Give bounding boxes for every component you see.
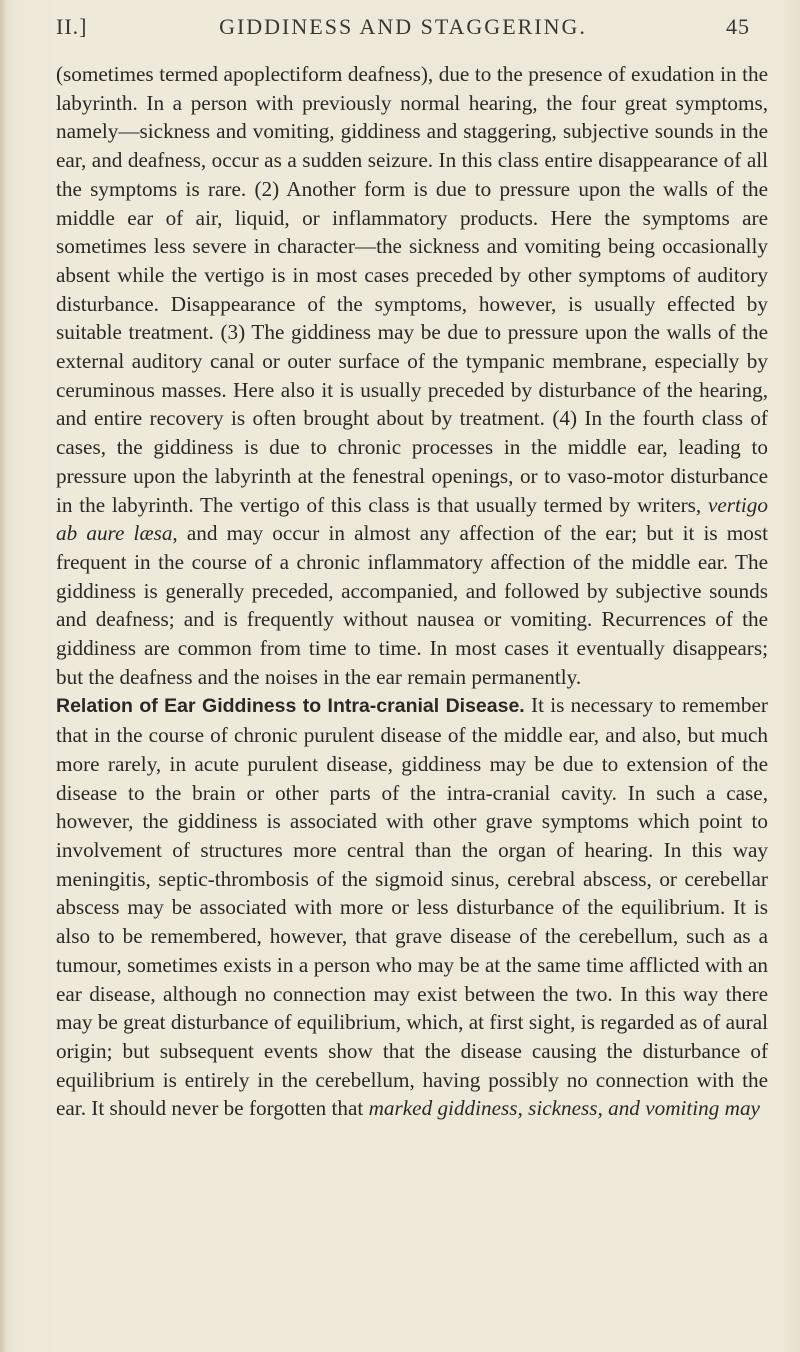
paragraph-1-text-b: , and may occur in almost any affection of the ear; but it is most frequent in the course of a chronic inflammatory affection of the middle ear. The giddiness is generally preceded, accompanied, and followed by subjective sounds and deafness; and is frequently without nausea or vomiting. Recurrences of the giddiness are common from time to time. In most cases it eventually disappears; but the deafness and the noises in the ear remain permanently. xyxy=(56,521,768,689)
chapter-number: II.] xyxy=(56,14,88,39)
page-number: 45 xyxy=(726,14,750,39)
paragraph-1 xyxy=(56,60,768,691)
body-text xyxy=(56,60,768,1123)
running-header xyxy=(56,14,750,44)
page-edge-shadow xyxy=(0,0,6,1352)
emphasis-text: marked giddiness, sickness, and vomiting may xyxy=(368,1096,760,1121)
latin-term: vertigo ab aure læsa xyxy=(56,492,768,546)
paragraph-1-text-a: (sometimes termed apoplectiform deafness), due to the presence of exudation in the labyrinth. In a person with previously normal hearing, the four great symptoms, namely—sickness and vomiting, giddiness and staggering, subjective sounds in the ear, and deafness, occur as a sudden seizure. In this class entire disappearance of all the symptoms is rare. (2) Another form is due to pressure upon the walls of the middle ear of air, liquid, or inflammatory products. Here the symptoms are sometimes less severe in character—the sickness and vomiting being occasionally absent while the vertigo is in most cases preceded by other symptoms of auditory disturbance. Disappearance of the symptoms, however, is usually effected by suitable treatment. (3) The giddiness may be due to pressure upon the walls of the external auditory canal or outer surface of the tympanic membrane, especially by ceruminous masses. Here also it is usually preceded by disturbance of the hearing, and entire recovery is often brought about by treatment. (4) In the fourth class of cases, the giddiness is due to chronic processes in the middle ear, leading to pressure upon the labyrinth at the fenestral openings, or to vaso-motor disturbance in the labyrinth. The vertigo of this class is that usually termed by writers, xyxy=(56,62,768,517)
paragraph-2-text: It is necessary to remember that in the course of chronic purulent disease of the middle ear, and also, but much more rarely, in acute purulent disease, giddiness may be due to extension of the disease to the brain or other parts of the intra-cranial cavity. In such a case, however, the giddiness is associated with other grave symptoms which point to involvement of structures more central than the organ of hearing. In this way meningitis, septic-thrombosis of the sigmoid sinus, cerebral abscess, or cerebellar abscess may be associated with more or less disturbance of the equilibrium. It is also to be remembered, however, that grave disease of the cerebellum, such as a tumour, sometimes exists in a person who may be at the same time afflicted with an ear disease, although no connection may exist between the two. In this way there may be great disturbance of equilibrium, which, at first sight, is regarded as of aural origin; but subsequent events show that the disease causing the disturbance of equilibrium is entirely in the cerebellum, having possibly no connection with the ear. It should never be forgotten that xyxy=(56,693,768,1121)
running-title: GIDDINESS AND STAGGERING. xyxy=(219,14,587,39)
section-heading: Relation of Ear Giddiness to Intra-cranial Disease. xyxy=(56,695,525,718)
paragraph-2 xyxy=(56,691,768,1123)
